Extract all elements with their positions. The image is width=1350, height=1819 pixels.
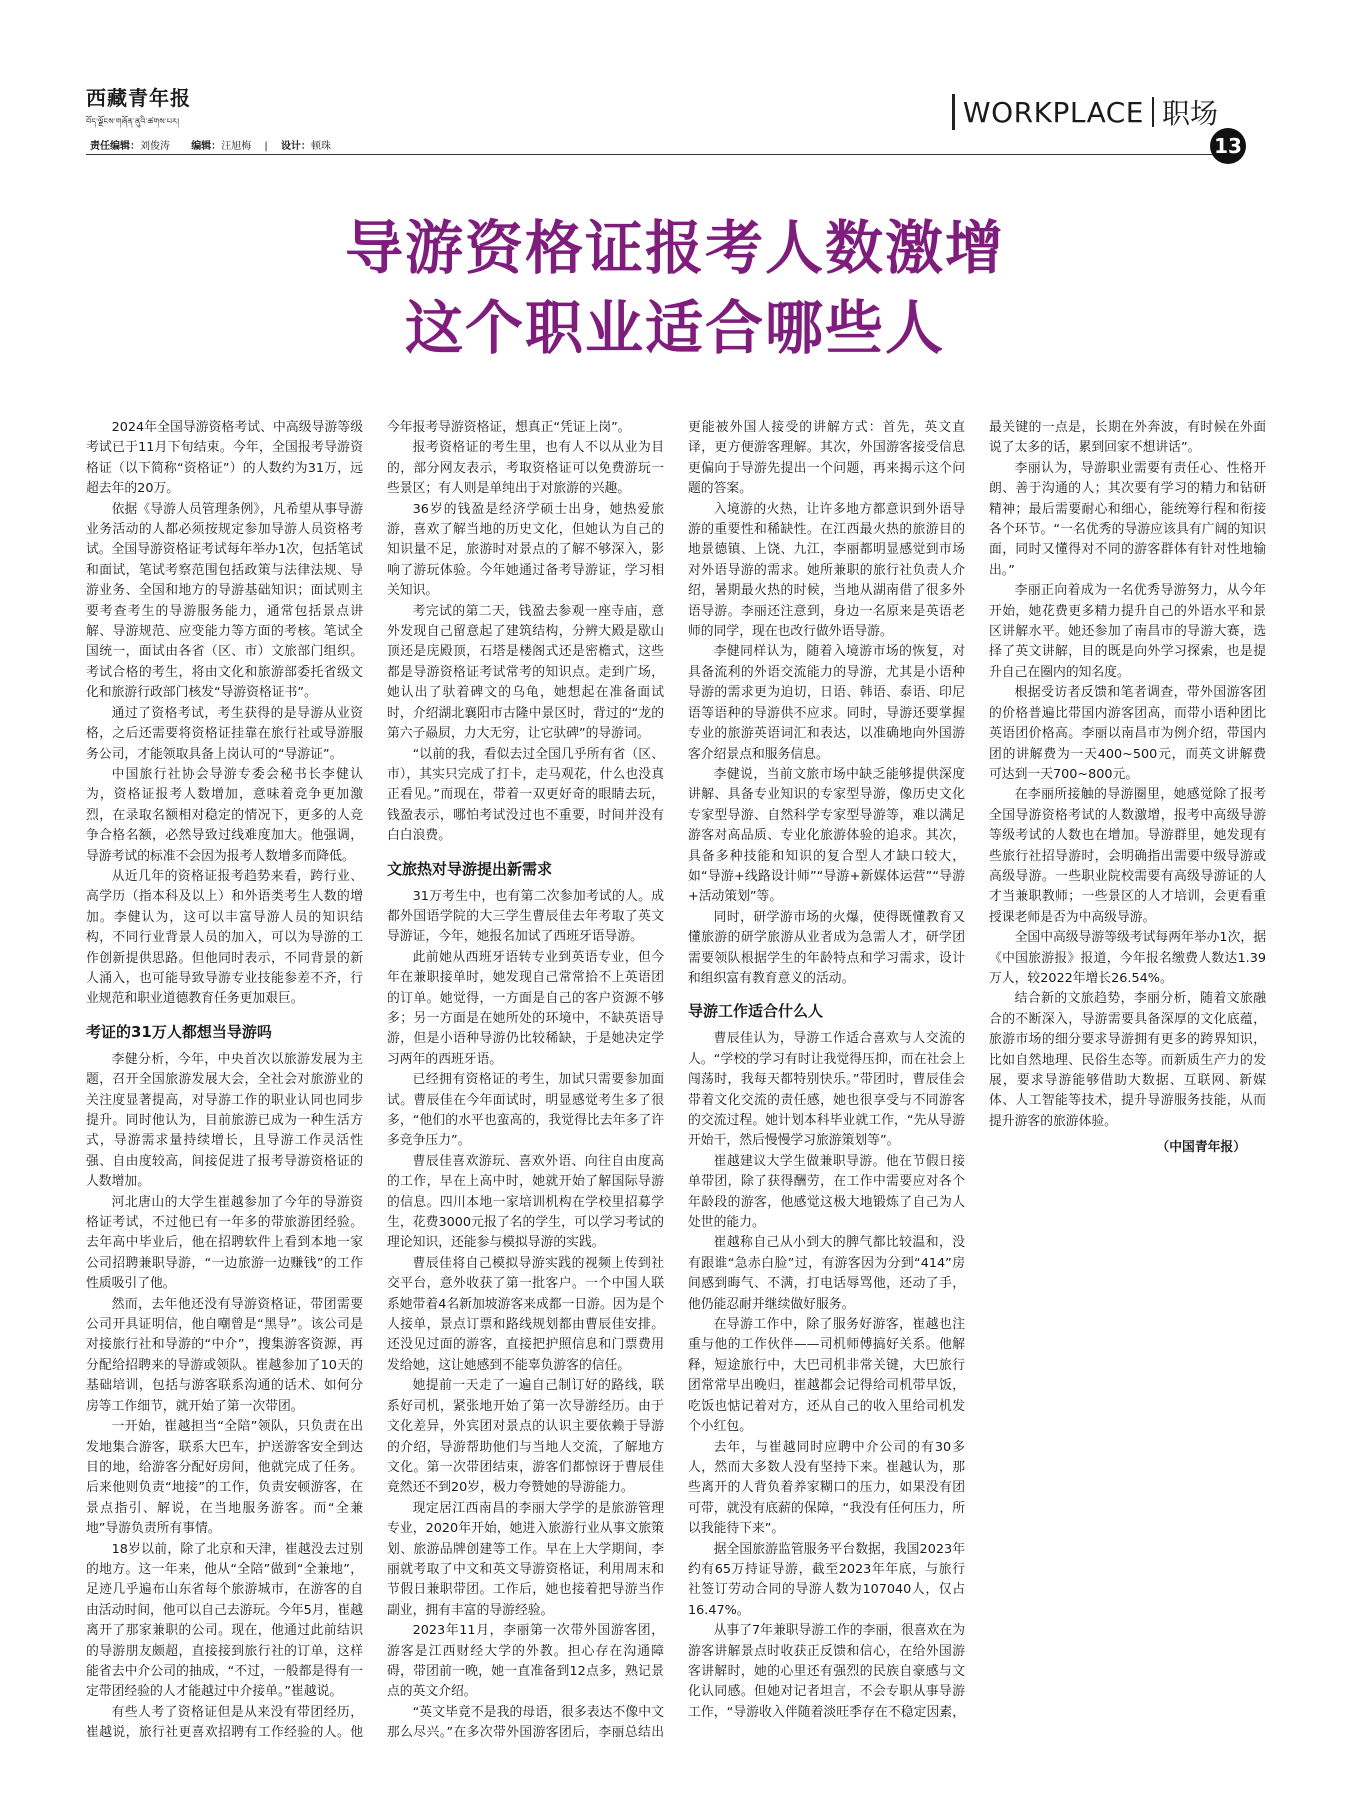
paragraph: 河北唐山的大学生崔越参加了今年的导游资格证考试，不过他已有一年多的带旅游团经验。去年高中毕业后，他在招聘软件上看到本地一家公司招聘兼职导游，“一边旅游一边赚钱”的工作性质吸引了他。 xyxy=(86,1194,363,1292)
paragraph: 崔越建议大学生做兼职导游。他在节假日接单带团，除了获得酬劳，在工作中需要应对各个年龄段的游客，他感觉这极大地锻炼了自己为人处世的能力。 xyxy=(688,1153,965,1231)
section-heading: 考证的31万人都想当导游吗 xyxy=(86,1022,272,1041)
paragraph: 中国旅行社协会导游专委会秘书长李健认为，资格证报考人数增加，意味着竞争更加激烈，在录取名额相对稳定的情况下，更多的人竞争合格名额，必然导致过线难度加大。他强调，导游考试的标准不会因为报考人数增多而降低。 xyxy=(86,766,363,864)
paragraph: 36岁的钱盈是经济学硕士出身，她热爱旅游，喜欢了解当地的历史文化，但她认为自己的知识量不足，旅游时对景点的了解不够深入，影响了游玩体验。今年她通过备考导游证，学习相关知识。 xyxy=(387,501,664,599)
paragraph: 李丽认为，导游职业需要有责任心、性格开朗、善于沟通的人；其次要有学习的精力和钻研精神；最后需要耐心和细心，能统筹行程和衔接各个环节。“一名优秀的导游应该具有广阔的知识面，同时又懂得对不同的游客群体有针对性地输出。” xyxy=(989,460,1266,578)
editor-credits xyxy=(90,137,331,152)
section-heading: 文旅热对导游提出新需求 xyxy=(387,859,553,878)
credit-designer: 顿珠 xyxy=(310,141,331,152)
page-number-badge: 13 xyxy=(1210,128,1246,164)
section-divider xyxy=(1152,97,1154,127)
paragraph: 在李丽所接触的导游圈里，她感觉除了报考全国导游资格考试的人数激增，报考中高级导游等级考试的人数也在增加。导游群里，她发现有些旅行社招导游时，会明确指出需要中级导游或高级导游。一些职业院校需要有高级导游证的人才当兼职教师；一些景区的人才培训，会更看重授课老师是否为中高级导游。 xyxy=(989,787,1266,925)
paragraph: 此前她从西班牙语转专业到英语专业，但今年在兼职接单时，她发现自己常常拾不上英语团的订单。她觉得，一方面是自己的客户资源不够多；另一方面是在她所处的环境中，不缺英语导游，但是小语种导游仍比较稀缺，于是她决定学习两年的西班牙语。 xyxy=(387,949,664,1067)
paragraph: 同时，研学游市场的火爆，使得既懂教育又懂旅游的研学旅游从业者成为急需人才，研学团需要领队根据学生的年龄特点和学习需求，设计和组织富有教育意义的活动。 xyxy=(688,909,965,986)
paragraph: 在导游工作中，除了服务好游客，崔越也注重与他的工作伙伴——司机师傅搞好关系。他解释，短途旅行中，大巴司机非常关键，大巴旅行团常常早出晚归，崔越都会记得给司机带早饭，吃饭也惦记着对方，还从自己的收入里给司机发个小红包。 xyxy=(688,1317,965,1435)
paragraph: 入境游的火热，让许多地方都意识到外语导游的重要性和稀缺性。在江西最火热的旅游目的地景德镇、上饶、九江，李丽都明显感觉到市场对外语导游的需求。她所兼职的旅行社负责人介绍，暑期最火热的时候，当地从湖南借了很多外语导游。李丽还注意到，身边一名原来是英语老师的同学，现在也改行做外语导游。 xyxy=(688,501,965,640)
paragraph: 李丽正向着成为一名优秀导游努力，从今年开始，她花费更多精力提升自己的外语水平和景区讲解水平。她还参加了南昌市的导游大赛，选择了英文讲解，目的既是向外学习探索，也是提升自己在圈内的知名度。 xyxy=(989,583,1266,680)
paragraph: 李健说，当前文旅市场中缺乏能够提供深度讲解、具备专业知识的专家型导游，像历史文化专家型导游、自然科学专家型导游等，难以满足游客对高品质、专业化旅游体验的追求。其次，具备多种技能和知识的复合型人才缺口较大，如“导游+线路设计师”“导游+新媒体运营”“导游+活动策划”等。 xyxy=(688,766,965,905)
section-tag xyxy=(952,92,1218,132)
section-name-en: WORKPLACE xyxy=(962,95,1144,129)
credit-label-designer: 设计： xyxy=(280,141,311,152)
paragraph: 报考资格证的考生里，也有人不以从业为目的，部分网友表示，考取资格证可以免费游玩一些景区；有人则是单纯出于对旅游的兴趣。 xyxy=(387,440,664,497)
paragraph: 依据《导游人员管理条例》，凡希望从事导游业务活动的人都必须按规定参加导游人员资格考试。全国导游资格证考试每年举办1次，包括笔试和面试，笔试考察范围包括政策与法律法规、导游业务、全国和地方的导游基础知识；面试则主要考查考生的导游服务能力，通常包括景点讲解、导游规范、应变能力等方面的考核。笔试全国统一，面试由各省（区、市）文旅部门组织。考试合格的考生，将由文化和旅游部委托省级文化和旅游行政部门核发“导游资格证书”。 xyxy=(86,501,363,701)
paragraph: 根据受访者反馈和笔者调查，带外国游客团的价格普遍比带国内游客团高，而带小语种团比英语团价格高。李丽以南昌市为例介绍，带国内团的讲解费为一天400~500元，而英文讲解费可达到一天700~800元。 xyxy=(989,685,1266,782)
article-body xyxy=(86,418,1266,1763)
credit-editor: 刘俊涛 xyxy=(140,141,170,152)
headline-line-2: 这个职业适合哪些人 xyxy=(404,294,945,362)
masthead-logo xyxy=(86,82,191,135)
section-name-cn: 职场 xyxy=(1161,97,1218,130)
credit-divider: | xyxy=(264,141,268,152)
paragraph: 31万考生中，也有第二次参加考试的人。成都外国语学院的大三学生曹辰佳去年考取了英文导游证，今年，她报名加试了西班牙语导游。 xyxy=(387,888,664,945)
paragraph: 有些人考了资格证但是从来没有带团经历，崔越说，旅行社更喜欢招聘有工作经验的人。他今年报考导游资格证，想真正“凭证上岗”。 xyxy=(86,420,631,1741)
paragraph: 据全国旅游监管服务平台数据，我国2023年约有65万持证导游，截至2023年年底，与旅行社签订劳动合同的导游人数为107040人，仅占16.47%。 xyxy=(688,1541,965,1618)
article-source: （中国青年报） xyxy=(1156,1140,1246,1156)
paragraph: 2023年11月，李丽第一次带外国游客团，游客是江西财经大学的外教。担心存在沟通障碍，带团前一晚，她一直准备到12点多，熟记景点的英文介绍。 xyxy=(387,1623,664,1700)
paragraph: “英文毕竟不是我的母语，很多表达不像中文那么尽兴。”在多次带外国游客团后，李丽总结出更能被外国人接受的讲解方式：首先，英文直译，更方便游客理解。其次，外国游客接受信息更偏向于导游先提出一个问题，再来揭示这个问题的答案。 xyxy=(387,420,965,1741)
headline xyxy=(0,208,1350,368)
paragraph: 曹辰佳将自己模拟导游实践的视频上传到社交平台，意外收获了第一批客户。一个中国人联系她带着4名新加坡游客来成都一日游。因为是个人接单，景点订票和路线规划都由曹辰佳安排。还没见过面的游客，直接把护照信息和门票费用发给她，这让她感到不能辜负游客的信任。 xyxy=(387,1255,664,1373)
paragraph: 李健同样认为，随着入境游市场的恢复，对具备流利的外语交流能力的导游，尤其是小语种导游的需求更为迫切，日语、韩语、泰语、印尼语等语种的导游供不应求。同时，导游还要掌握专业的旅游英语词汇和表达，以准确地向外国游客介绍景点和服务信息。 xyxy=(688,644,965,762)
paragraph: “以前的我，看似去过全国几乎所有省（区、市），其实只完成了打卡，走马观花，什么也没真正看见。”而现在，带着一双更好奇的眼睛去玩，钱盈表示，哪怕考试没过也不重要，时间并没有白白浪费。 xyxy=(387,746,664,844)
paragraph: 然而，去年他还没有导游资格证，带团需要公司开具证明信，他自嘲曾是“黑导”。该公司是对接旅行社和导游的“中介”，搜集游客资源，再分配给招聘来的导游或领队。崔越参加了10天的基础培训，包括与游客联系沟通的话术、如何分房等工作细节，就开始了第一次带团。 xyxy=(86,1296,363,1414)
paragraph: 曹辰佳喜欢游玩、喜欢外语、向往自由度高的工作，早在上高中时，她就开始了解国际导游的信息。四川本地一家培训机构在学校里招募学生，花费3000元报了名的学生，可以学习考试的理论知识，还能参与模拟导游的实践。 xyxy=(387,1153,664,1251)
paragraph: 从近几年的资格证报考趋势来看，跨行业、高学历（指本科及以上）和外语类考生人数的增加。李健认为，这可以丰富导游人员的知识结构，不同行业背景人员的加入，可以为导游的工作创新提供思路。但他同时表示，不同背景的新人涌入，也可能导致导游专业技能参差不齐，行业规范和职业道德教育任务更加艰巨。 xyxy=(86,868,363,1007)
paragraph: 2024年全国导游资格考试、中高级导游等级考试已于11月下旬结束。今年，全国报考导游资格证（以下简称“资格证”）的人数约为31万，远超去年的20万。 xyxy=(86,420,363,497)
paragraph: 全国中高级导游等级考试每两年举办1次，据《中国旅游报》报道，今年报名缴费人数达1.39万人，较2022年增长26.54%。 xyxy=(989,930,1266,986)
paragraph: 她提前一天走了一遍自己制订好的路线，联系好司机，紧张地开始了第一次导游经历。由于文化差异，外宾团对景点的认识主要依赖于导游的介绍，导游帮助他们与当地人交流，了解地方文化。第一次带团结束，游客们都惊讶于曹辰佳竟然还不到20岁，极力夸赞她的导游能力。 xyxy=(387,1378,664,1496)
paragraph: 18岁以前，除了北京和天津，崔越没去过别的地方。这一年来，他从“全陪”做到“全兼地”，足迹几乎遍布山东省每个旅游城市，在游客的自由活动时间，他可以自己去游玩。今年5月，崔越离开了那家兼职的公司。现在，他通过此前结识的导游朋友颇超，直接接到旅行社的订单，这样能省去中介公司的抽成，“不过，一般都是得有一定带团经验的人才能越过中介接单。”崔越说。 xyxy=(86,1541,363,1700)
paragraph: 李健分析，今年，中央首次以旅游发展为主题，召开全国旅游发展大会，全社会对旅游业的关注度显著提高，对导游工作的职业认同也同步提升。同时他认为，目前旅游已成为一种生活方式，导游需求量持续增长，且导游工作灵活性强、自由度较高，间接促进了报考导游资格证的人数增加。 xyxy=(86,1051,363,1190)
paragraph: 崔越称自己从小到大的脾气都比较温和，没有跟谁“急赤白脸”过，有游客因为分到“414”房间感到晦气、不满，打电话辱骂他，还动了手，他仍能忍耐并继续做好服务。 xyxy=(688,1235,965,1312)
paragraph: 曹辰佳认为，导游工作适合喜欢与人交流的人。“学校的学习有时让我觉得压抑，而在社会上闯荡时，我每天都特别快乐。”带团时，曹辰佳会带着文化交流的责任感，她也很享受与不同游客的交流过程。她计划本科毕业就工作，“先从导游开始干，然后慢慢学习旅游策划等”。 xyxy=(688,1031,965,1149)
paragraph: 一开始，崔越担当“全陪”领队，只负责在出发地集合游客，联系大巴车，护送游客安全到达目的地，给游客分配好房间，他就完成了任务。后来他则负责“地接”的工作，负责安顿游客，在景点指引、解说，在当地服务游客。而“全兼地”导游负责所有事情。 xyxy=(86,1419,363,1537)
paragraph: 从事了7年兼职导游工作的李丽，很喜欢在为游客讲解景点时收获正反馈和信心，在给外国游客讲解时，她的心里还有强烈的民族自豪感与文化认同感。但她对记者坦言，不会专职从事导游工作，“导游收入伴随着淡旺季存在不稳定因素，最关键的一点是，长期在外奔波，有时候在外面说了太多的话，累到回家不想讲话”。 xyxy=(688,420,1266,1720)
paragraph: 结合新的文旅趋势，李丽分析，随着文旅融合的不断深入，导游需要具备深厚的文化底蕴，旅游市场的细分要求导游拥有更多的跨界知识，比如自然地理、民俗生态等。而新质生产力的发展，要求导游能够借助大数据、互联网、新媒体、人工智能等技术，提升导游服务技能，从而提升游客的旅游体验。 xyxy=(989,991,1266,1129)
paragraph: 通过了资格考试，考生获得的是导游从业资格，之后还需要将资格证挂靠在旅行社或导游服务公司，才能领取具备上岗认可的“导游证”。 xyxy=(86,705,363,762)
section-bar xyxy=(952,94,955,130)
credit-copy-editor: 汪旭梅 xyxy=(221,141,252,152)
newspaper-name-tibetan: བོད་ལྗོངས་གཞོན་ནུའི་ཚགས་པར། xyxy=(86,117,180,126)
credit-label-editor: 责任编辑： xyxy=(90,141,140,152)
headline-line-1: 导游资格证报考人数激增 xyxy=(344,214,1005,282)
paragraph: 已经拥有资格证的考生，加试只需要参加面试。曹辰佳在今年面试时，明显感觉考生多了很多，“他们的水平也蛮高的，我觉得比去年多了许多竞争压力”。 xyxy=(387,1072,664,1149)
newspaper-name: 西藏青年报 xyxy=(86,86,191,110)
section-heading: 导游工作适合什么人 xyxy=(688,1002,824,1021)
header-rule xyxy=(86,154,1230,155)
paragraph: 现定居江西南昌的李丽大学学的是旅游管理专业，2020年开始，她进入旅游行业从事文旅策划、旅游品牌创建等工作。早在上大学期间，李丽就考取了中文和英文导游资格证，利用周末和节假日兼职带团。工作后，她也接着把导游当作副业，拥有丰富的导游经验。 xyxy=(387,1500,664,1618)
paragraph: 去年，与崔越同时应聘中介公司的有30多人，然而大多数人没有坚持下来。崔越认为，那些离开的人背负着养家糊口的压力，如果没有团可带，就没有底薪的保障，“我没有任何压力，所以我能待下来”。 xyxy=(688,1439,965,1537)
paragraph: 考完试的第二天，钱盈去参观一座寺庙，意外发现自己留意起了建筑结构，分辨大殿是歇山顶还是庑殿顶，石塔是楼阁式还是密檐式，这些都是导游资格证考试常考的知识点。走到广场，她认出了驮着碑文的乌龟，她想起在准备面试时，介绍湖北襄阳市古隆中景区时，背过的“龙的第六子赑屃，力大无穷，让它驮碑”的导游词。 xyxy=(387,603,664,742)
credit-label-copy-editor: 编辑： xyxy=(191,141,222,152)
